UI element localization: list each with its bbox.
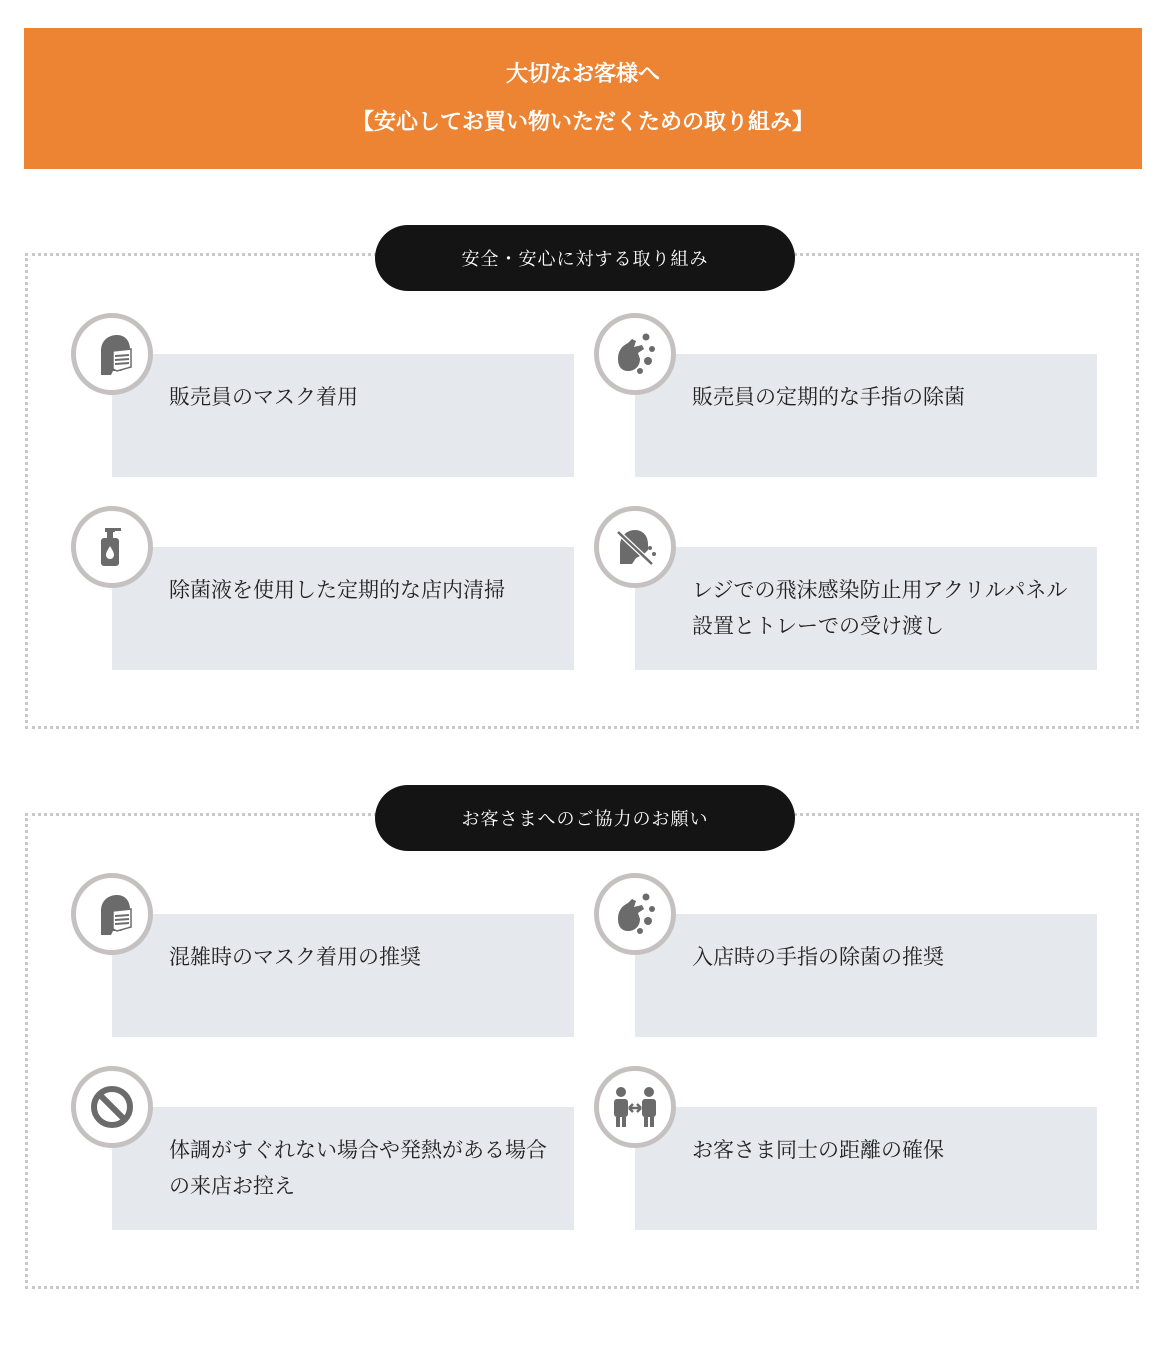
request-card bbox=[112, 914, 574, 1037]
request-text: 入店時の手指の除菌の推奨 bbox=[692, 945, 944, 969]
sanitizer-bottle-icon bbox=[71, 506, 153, 588]
measure-text: レジでの飛沫感染防止用アクリルパネル設置とトレーでの受け渡し bbox=[692, 578, 1068, 638]
mask-icon bbox=[71, 313, 153, 395]
social-distance-icon bbox=[594, 1066, 676, 1148]
measure-text: 除菌液を使用した定期的な店内清掃 bbox=[169, 578, 505, 602]
hand-wash-icon bbox=[594, 873, 676, 955]
request-text: 混雑時のマスク着用の推奨 bbox=[169, 945, 421, 969]
section-customer-requests bbox=[25, 809, 1139, 1289]
header-banner bbox=[24, 28, 1142, 169]
request-text: 体調がすぐれない場合や発熱がある場合の来店お控え bbox=[169, 1138, 547, 1198]
section-title: 安全・安心に対する取り組み bbox=[375, 225, 795, 291]
prohibited-icon bbox=[71, 1066, 153, 1148]
measure-card bbox=[112, 547, 574, 670]
section-title: お客さまへのご協力のお願い bbox=[375, 785, 795, 851]
banner-title: 大切なお客様へ bbox=[505, 61, 660, 87]
measure-text: 販売員の定期的な手指の除菌 bbox=[692, 385, 965, 409]
mask-icon bbox=[71, 873, 153, 955]
measure-card bbox=[635, 354, 1097, 477]
request-card bbox=[635, 1107, 1097, 1230]
section-safety-measures bbox=[25, 249, 1139, 729]
measure-card bbox=[112, 354, 574, 477]
request-text: お客さま同士の距離の確保 bbox=[692, 1138, 944, 1162]
request-card bbox=[635, 914, 1097, 1037]
measure-text: 販売員のマスク着用 bbox=[169, 385, 358, 409]
request-card bbox=[112, 1107, 574, 1230]
no-droplet-icon bbox=[594, 506, 676, 588]
banner-subtitle: 【安心してお買い物いただくための取り組み】 bbox=[351, 109, 814, 135]
hand-wash-icon bbox=[594, 313, 676, 395]
measure-card bbox=[635, 547, 1097, 670]
